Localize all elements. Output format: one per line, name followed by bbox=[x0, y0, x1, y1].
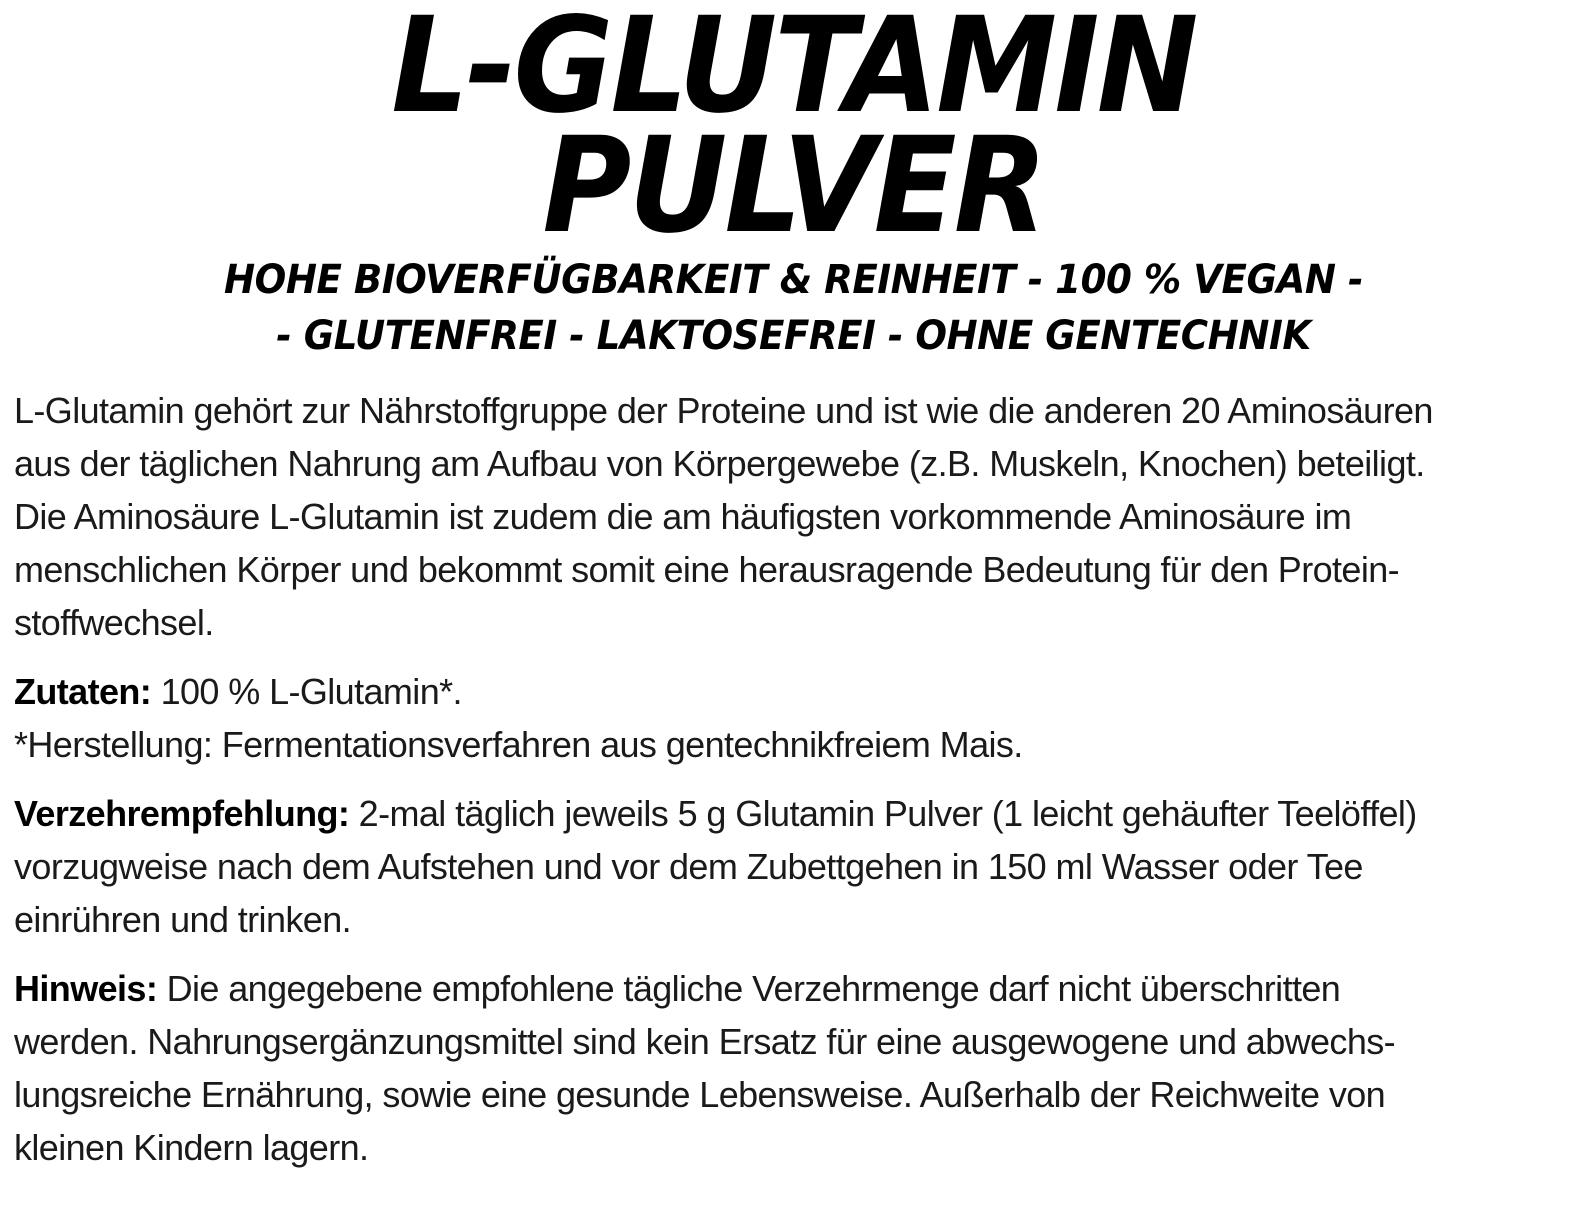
subtitle-line-1: HOHE BIOVERFÜGBARKEIT & REINHEIT - 100 % VEGAN - bbox=[223, 257, 1364, 303]
intro-line: Die Aminosäure L-Glutamin ist zudem die am häufigsten vorkommende Aminosäure im bbox=[14, 496, 1352, 537]
note-line: lungsreiche Ernährung, sowie eine gesunde Lebensweise. Außerhalb der Reichweite von bbox=[14, 1074, 1386, 1115]
intro-line: menschlichen Körper und bekommt somit eine herausragende Bedeutung für den Protein- bbox=[14, 549, 1400, 590]
ingredients-paragraph bbox=[14, 665, 1573, 771]
note-text: Die angegebene empfohlene tägliche Verzehrmenge darf nicht überschritten bbox=[157, 968, 1341, 1009]
dosage-paragraph bbox=[14, 787, 1573, 946]
note-paragraph bbox=[14, 962, 1573, 1174]
intro-line: L-Glutamin gehört zur Nährstoffgruppe der Proteine und ist wie die anderen 20 Aminosäuren bbox=[14, 390, 1433, 431]
dosage-line bbox=[14, 787, 1573, 840]
intro-line: aus der täglichen Nahrung am Aufbau von Körpergewebe (z.B. Muskeln, Knochen) beteiligt. bbox=[14, 443, 1425, 484]
intro-line: stoffwechsel. bbox=[14, 602, 214, 643]
subtitle-line-2: - GLUTENFREI - LAKTOSEFREI - OHNE GENTECHNIK bbox=[276, 313, 1311, 359]
title-line-2: PULVER bbox=[542, 109, 1045, 263]
dosage-line: vorzugweise nach dem Aufstehen und vor dem Zubettgehen in 150 ml Wasser oder Tee bbox=[14, 846, 1363, 887]
product-subtitle bbox=[0, 252, 1587, 364]
dosage-line: einrühren und trinken. bbox=[14, 899, 352, 940]
ingredients-value: 100 % L-Glutamin*. bbox=[151, 671, 462, 712]
ingredients-label: Zutaten: bbox=[14, 671, 152, 712]
intro-paragraph bbox=[14, 384, 1573, 649]
note-line: werden. Nahrungsergänzungsmittel sind kein Ersatz für eine ausgewogene und abwechs- bbox=[14, 1021, 1396, 1062]
title-line-1: L-GLUTAMIN bbox=[391, 0, 1196, 143]
product-description bbox=[14, 384, 1573, 1190]
ingredients-footnote: *Herstellung: Fermentationsverfahren aus gentechnikfreiem Mais. bbox=[14, 724, 1023, 765]
note-line bbox=[14, 962, 1573, 1015]
dosage-label: Verzehrempfehlung: bbox=[14, 793, 350, 834]
note-line: kleinen Kindern lagern. bbox=[14, 1127, 369, 1168]
note-label: Hinweis: bbox=[14, 968, 158, 1009]
ingredients-line bbox=[14, 665, 1573, 718]
product-title bbox=[0, 0, 1587, 263]
dosage-text: 2-mal täglich jeweils 5 g Glutamin Pulver (1 leicht gehäufter Teelöffel) bbox=[349, 793, 1417, 834]
